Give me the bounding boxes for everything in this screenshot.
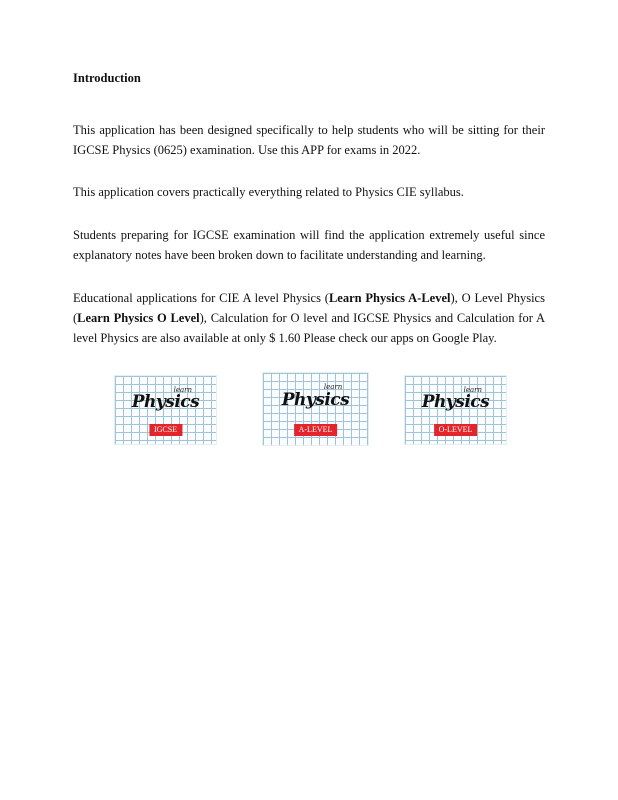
paragraph-text: Educational applications for CIE A level Physics ( <box>73 291 329 305</box>
logo-badge: IGCSE <box>149 424 182 436</box>
logo-physics-text: Physics <box>281 389 350 410</box>
app-logo-a-level <box>262 372 369 446</box>
logo-badge: A-LEVEL <box>294 424 338 436</box>
logo-learn-text: learn <box>463 385 482 394</box>
logo-learn-text: learn <box>173 385 192 394</box>
intro-paragraph-1: This application has been designed specifically to help students who will be sitting for their IGCSE Physics (0625) examination. Use this APP for exams in 2022. <box>73 123 545 157</box>
logo-physics-text: Physics <box>131 391 200 412</box>
logo-badge: O-LEVEL <box>434 424 478 436</box>
app-logo-o-level <box>404 375 507 445</box>
app-name-o-level: Learn Physics O Level <box>77 311 200 325</box>
app-logo-igcse <box>114 375 217 445</box>
intro-paragraph-3: Students preparing for IGCSE examination will find the application extremely useful since explanatory notes have been broken down to facilitate understanding and learning. <box>73 228 545 262</box>
paragraph-text: ), O Level Physics ( <box>73 291 545 325</box>
paragraph-text: ), Calculation for O level and IGCSE Physics and Calculation for A level Physics are also available at only $ 1.60 Please check our apps on Google Play. <box>73 311 545 345</box>
logo-learn-text: learn <box>323 383 343 392</box>
app-name-a-level: Learn Physics A-Level <box>328 291 451 305</box>
intro-paragraph-2: This application covers practically everything related to Physics CIE syllabus. <box>73 185 464 199</box>
section-heading: Introduction <box>73 71 141 85</box>
logo-physics-text: Physics <box>421 391 490 412</box>
intro-paragraph-4 <box>73 288 545 348</box>
